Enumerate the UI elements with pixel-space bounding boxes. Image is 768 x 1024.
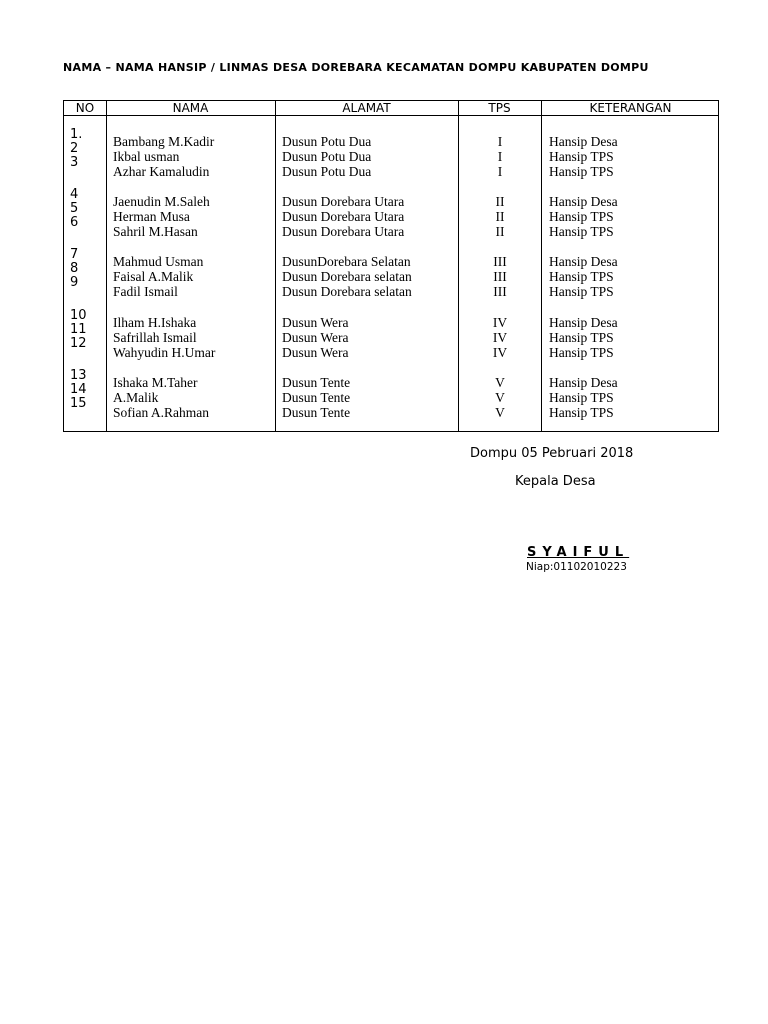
alamat-cell: Dusun Dorebara selatan xyxy=(282,269,412,284)
nama-column xyxy=(113,315,215,360)
keterangan-cell: Hansip TPS xyxy=(549,164,614,179)
alamat-column xyxy=(282,134,371,179)
tps-column xyxy=(460,194,540,239)
nama-cell: Faisal A.Malik xyxy=(113,269,194,284)
place-date: Dompu 05 Pebruari 2018 xyxy=(470,446,634,461)
tps-cell: I xyxy=(497,149,503,164)
nama-column xyxy=(113,134,214,179)
keterangan-cell: Hansip TPS xyxy=(549,224,614,239)
header-divider xyxy=(64,115,718,116)
tps-cell: IV xyxy=(492,330,508,345)
nama-column xyxy=(113,375,209,420)
alamat-cell: DusunDorebara Selatan xyxy=(282,254,411,269)
nama-cell: A.Malik xyxy=(113,390,159,405)
nama-cell: Ikbal usman xyxy=(113,149,180,164)
alamat-column xyxy=(282,254,412,299)
no-column xyxy=(70,188,106,230)
tps-cell: IV xyxy=(492,315,508,330)
alamat-cell: Dusun Potu Dua xyxy=(282,164,372,179)
nama-column xyxy=(113,194,210,239)
nama-cell: Wahyudin H.Umar xyxy=(113,345,216,360)
table-row-group xyxy=(64,128,718,180)
no-cell: 3 xyxy=(70,155,79,170)
nama-cell: Azhar Kamaludin xyxy=(113,164,210,179)
no-cell: 13 xyxy=(70,368,87,383)
no-cell: 7 xyxy=(70,247,79,262)
nama-cell: Ishaka M.Taher xyxy=(113,375,198,390)
hansip-table xyxy=(63,100,719,432)
tps-cell: V xyxy=(495,375,505,390)
ket-column xyxy=(549,315,618,360)
tps-cell: III xyxy=(493,269,507,284)
tps-cell: II xyxy=(495,224,505,239)
no-cell: 4 xyxy=(70,187,79,202)
keterangan-cell: Hansip TPS xyxy=(549,390,614,405)
alamat-cell: Dusun Dorebara selatan xyxy=(282,284,412,299)
signer-position: Kepala Desa xyxy=(515,474,596,489)
nama-cell: Sofian A.Rahman xyxy=(113,405,209,420)
tps-cell: II xyxy=(495,209,505,224)
keterangan-cell: Hansip Desa xyxy=(549,254,618,269)
nama-cell: Sahril M.Hasan xyxy=(113,224,198,239)
alamat-column xyxy=(282,194,404,239)
no-cell: 11 xyxy=(70,322,87,337)
tps-cell: II xyxy=(495,194,505,209)
alamat-cell: Dusun Dorebara Utara xyxy=(282,194,405,209)
nama-cell: Herman Musa xyxy=(113,209,190,224)
nama-cell: Safrillah Ismail xyxy=(113,330,197,345)
table-row-group xyxy=(64,309,718,361)
table-row-group xyxy=(64,188,718,240)
tps-cell: V xyxy=(495,405,505,420)
no-column xyxy=(70,369,106,411)
no-cell: 10 xyxy=(70,308,87,323)
no-cell: 1. xyxy=(70,127,83,142)
tps-cell: IV xyxy=(492,345,508,360)
keterangan-cell: Hansip TPS xyxy=(549,345,614,360)
no-column xyxy=(70,128,106,170)
alamat-cell: Dusun Dorebara Utara xyxy=(282,209,405,224)
tps-column xyxy=(460,375,540,420)
keterangan-cell: Hansip TPS xyxy=(549,149,614,164)
nama-column xyxy=(113,254,203,299)
keterangan-cell: Hansip Desa xyxy=(549,134,618,149)
signer-name: SYAIFUL xyxy=(527,545,630,560)
no-cell: 6 xyxy=(70,215,79,230)
tps-cell: III xyxy=(493,284,507,299)
nama-cell: Mahmud Usman xyxy=(113,254,204,269)
keterangan-cell: Hansip Desa xyxy=(549,315,618,330)
ket-column xyxy=(549,134,618,179)
alamat-cell: Dusun Dorebara Utara xyxy=(282,224,405,239)
alamat-cell: Dusun Tente xyxy=(282,405,351,420)
alamat-cell: Dusun Tente xyxy=(282,375,351,390)
alamat-column xyxy=(282,375,350,420)
keterangan-cell: Hansip TPS xyxy=(549,269,614,284)
nama-cell: Fadil Ismail xyxy=(113,284,178,299)
no-cell: 9 xyxy=(70,275,79,290)
no-cell: 15 xyxy=(70,396,87,411)
nama-cell: Jaenudin M.Saleh xyxy=(113,194,210,209)
alamat-cell: Dusun Tente xyxy=(282,390,351,405)
alamat-column xyxy=(282,315,349,360)
alamat-cell: Dusun Potu Dua xyxy=(282,134,372,149)
keterangan-cell: Hansip TPS xyxy=(549,284,614,299)
nama-cell: Ilham H.Ishaka xyxy=(113,315,197,330)
no-cell: 12 xyxy=(70,336,87,351)
tps-column xyxy=(460,254,540,299)
keterangan-cell: Hansip TPS xyxy=(549,330,614,345)
ket-column xyxy=(549,375,618,420)
tps-cell: V xyxy=(495,390,505,405)
header-tps: TPS xyxy=(488,101,511,115)
table-row-group xyxy=(64,369,718,421)
tps-cell: III xyxy=(493,254,507,269)
nama-cell: Bambang M.Kadir xyxy=(113,134,215,149)
no-cell: 2 xyxy=(70,141,79,156)
signer-niap: Niap:01102010223 xyxy=(526,561,627,573)
alamat-cell: Dusun Potu Dua xyxy=(282,149,372,164)
alamat-cell: Dusun Wera xyxy=(282,330,349,345)
alamat-cell: Dusun Wera xyxy=(282,345,349,360)
header-nama: NAMA xyxy=(172,101,209,115)
ket-column xyxy=(549,254,618,299)
no-column xyxy=(70,248,106,290)
table-row-group xyxy=(64,248,718,300)
no-cell: 5 xyxy=(70,201,79,216)
no-cell: 8 xyxy=(70,261,79,276)
ket-column xyxy=(549,194,618,239)
keterangan-cell: Hansip Desa xyxy=(549,194,618,209)
keterangan-cell: Hansip TPS xyxy=(549,405,614,420)
tps-column xyxy=(460,315,540,360)
tps-cell: I xyxy=(497,164,503,179)
no-cell: 14 xyxy=(70,382,87,397)
tps-cell: I xyxy=(497,134,503,149)
alamat-cell: Dusun Wera xyxy=(282,315,349,330)
no-column xyxy=(70,309,106,351)
keterangan-cell: Hansip TPS xyxy=(549,209,614,224)
keterangan-cell: Hansip Desa xyxy=(549,375,618,390)
header-alamat: ALAMAT xyxy=(342,101,391,115)
header-keterangan: KETERANGAN xyxy=(589,101,672,115)
document-title: NAMA – NAMA HANSIP / LINMAS DESA DOREBARA KECAMATAN DOMPU KABUPATEN DOMPU xyxy=(63,61,649,74)
tps-column xyxy=(460,134,540,179)
header-no: NO xyxy=(75,101,95,115)
